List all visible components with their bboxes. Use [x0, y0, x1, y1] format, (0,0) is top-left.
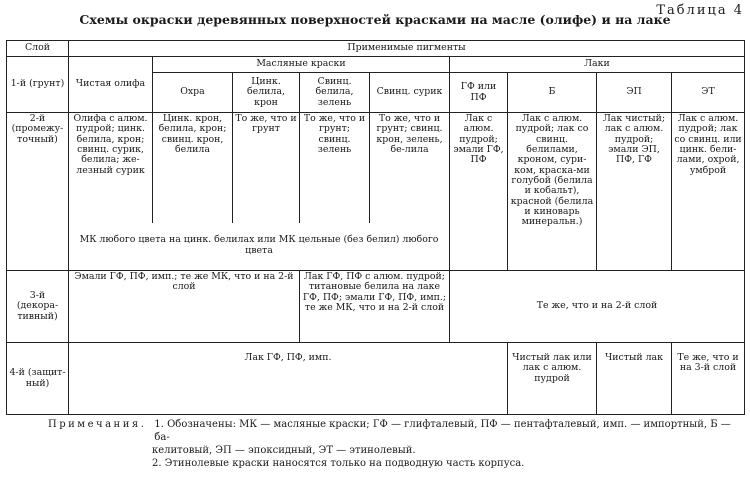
- layer-4-et: Те же, что и на 3-й слой: [672, 343, 745, 415]
- layer-2-lead-white-green: То же, что и грунт; свинц. зелень: [300, 113, 370, 223]
- header-oil-paints: Масляные краски: [153, 57, 450, 73]
- layer-3-right: Те же, что и на 2-й слой: [450, 271, 745, 343]
- layer-3-label: 3-й (декора-тивный): [7, 271, 69, 343]
- note-1-line-2: келитовый, ЭП — эпоксидный, ЭТ — этинолевый.: [152, 445, 416, 456]
- header-b: Б: [508, 73, 597, 113]
- table-title: Схемы окраски деревянных поверхностей красками на масле (олифе) и на лаке: [79, 12, 671, 27]
- header-et: ЭТ: [672, 73, 745, 113]
- layer-2-et: Лак с алюм. пудрой; лак со свинц. или цинк. бели-лами, охрой, умброй: [672, 113, 745, 271]
- painting-schemes-table: [6, 40, 745, 415]
- table-notes: [48, 418, 748, 470]
- notes-lead: Примечания.: [48, 419, 147, 430]
- layer-4-label: 4-й (защит-ный): [7, 343, 69, 415]
- layer-2-gf-pf: Лак с алюм. пудрой; эмали ГФ, ПФ: [450, 113, 508, 271]
- layer-2-lead-minium: То же, что и грунт; свинц. крон, зелень, бе-лила: [370, 113, 450, 223]
- layer-2-pure-olifa: Олифа с алюм. пудрой; цинк. белила, крон; свинц. сурик, белила; же-лезный сурик: [69, 113, 153, 223]
- layer-4-ep: Чистый лак: [597, 343, 672, 415]
- layer-4-b: Чистый лак или лак с алюм. пудрой: [508, 343, 597, 415]
- layer-3-middle: Лак ГФ, ПФ с алюм. пудрой; титановые белила на лаке ГФ, ПФ; эмали ГФ, ПФ, имп.; те же МК, что и на 2-й слой: [300, 271, 450, 343]
- layer-2-label: 2-й (промежу-точный): [7, 113, 69, 271]
- header-gf-pf: ГФ или ПФ: [450, 73, 508, 113]
- header-lead-white-green: Свинц. белила, зелень: [300, 73, 370, 113]
- header-pigments: Применимые пигменты: [69, 41, 745, 57]
- layer-2-mk-note: МК любого цвета на цинк. белилах или МК цельные (без белил) любого цвета: [69, 223, 450, 271]
- layer-1-label: 1-й (грунт): [7, 57, 69, 113]
- layer-2-ep: Лак чистый; лак с алюм. пудрой; эмали ЭП, ПФ, ГФ: [597, 113, 672, 271]
- header-ochre: Охра: [153, 73, 233, 113]
- note-2: 2. Этинолевые краски наносятся только на подводную часть корпуса.: [152, 458, 525, 469]
- layer-3-left: Эмали ГФ, ПФ, имп.; те же МК, что и на 2-й слой: [69, 271, 300, 343]
- header-layer: Слой: [7, 41, 69, 57]
- layer-2-zinc-white-crown: То же, что и грунт: [233, 113, 300, 223]
- table-number: Таблица 4: [656, 3, 744, 18]
- note-1-line-1: 1. Обозначены: МК — масляные краски; ГФ — глифталевый, ПФ — пентафталевый, имп. — импортный, Б — ба-: [154, 419, 731, 443]
- layer-4-left: Лак ГФ, ПФ, имп.: [69, 343, 508, 415]
- header-lacquers: Лаки: [450, 57, 745, 73]
- layer-2-ochre: Цинк. крон, белила, крон; свинц. крон, белила: [153, 113, 233, 223]
- header-pure-olifa: Чистая олифа: [69, 57, 153, 113]
- layer-2-b: Лак с алюм. пудрой; лак со свинц. белилами, кроном, сури-ком, краска-ми голубой (белила и кобальт), красной (белила и киноварь минеральн.): [508, 113, 597, 271]
- header-lead-minium: Свинц. сурик: [370, 73, 450, 113]
- header-zinc-white-crown: Цинк. белила, крон: [233, 73, 300, 113]
- header-ep: ЭП: [597, 73, 672, 113]
